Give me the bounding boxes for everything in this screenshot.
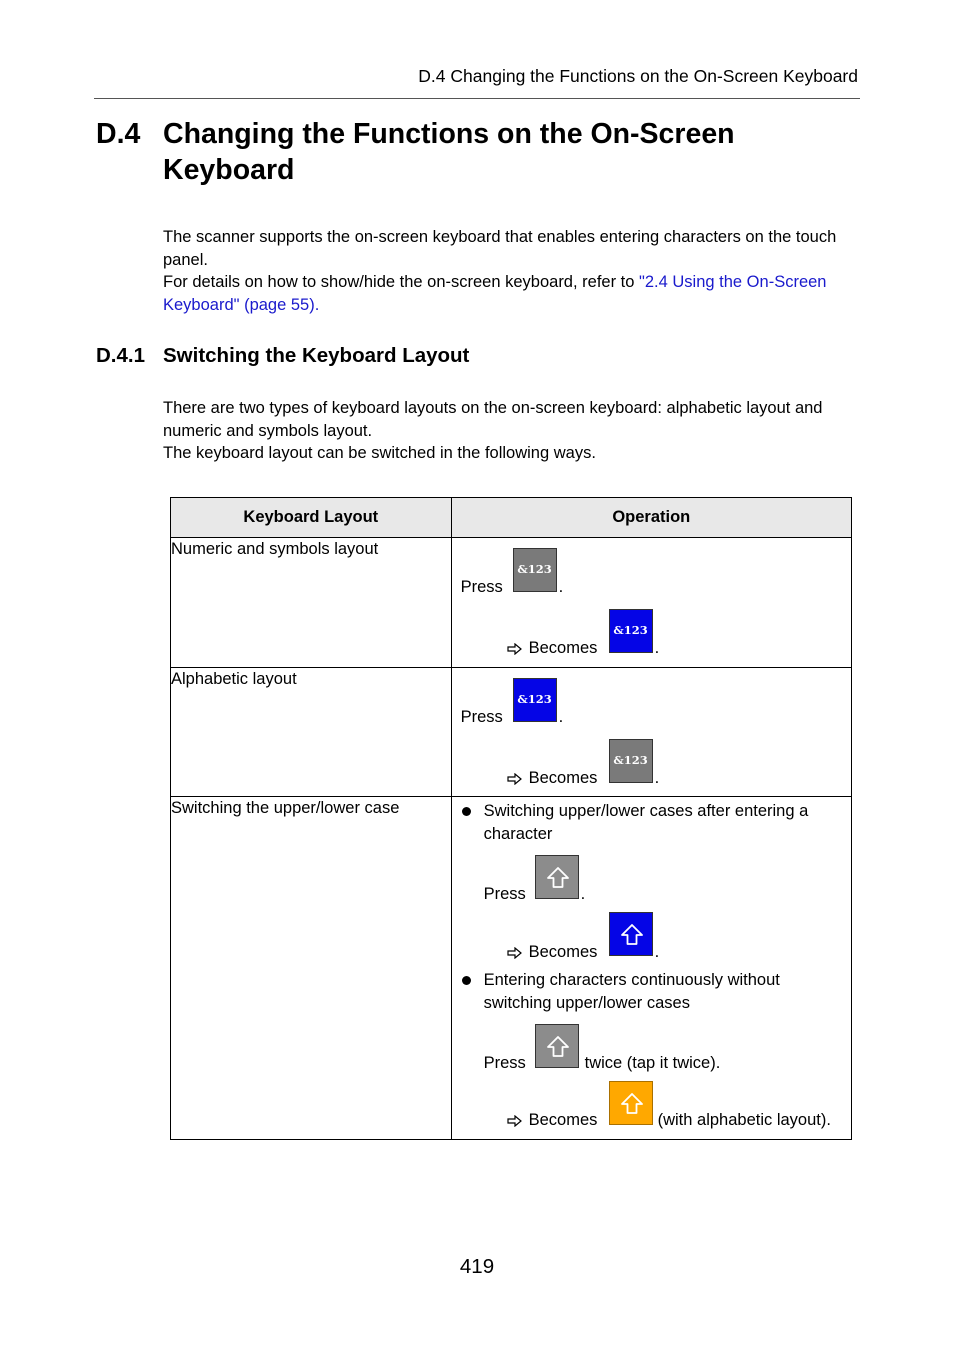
becomes-text: Becomes xyxy=(528,1111,598,1129)
numeric-key-blue xyxy=(609,609,653,653)
shift-arrow-icon xyxy=(545,865,571,891)
sub-intro-paragraph xyxy=(163,397,853,465)
press-line xyxy=(484,1053,526,1073)
period: . xyxy=(654,943,660,961)
press-line xyxy=(461,707,503,727)
row-layout-label: Alphabetic layout xyxy=(171,668,452,797)
shift-key-orange xyxy=(609,1081,653,1125)
arrow-right-icon xyxy=(507,643,523,655)
becomes-text: Becomes xyxy=(528,943,598,961)
table-row xyxy=(171,797,852,1140)
numeric-key-gray xyxy=(513,548,557,592)
becomes-line xyxy=(507,638,598,658)
period: . xyxy=(558,708,564,726)
shift-key-gray xyxy=(535,1024,579,1068)
bullet xyxy=(462,976,471,985)
subsection-title: Switching the Keyboard Layout xyxy=(163,344,470,367)
intro-paragraph xyxy=(163,226,853,316)
bullet-2-text: Entering characters continuously without switching upper/lower cases xyxy=(483,971,780,1012)
row-operation xyxy=(451,668,851,797)
arrow-right-icon xyxy=(507,773,523,785)
shift-arrow-icon xyxy=(619,1091,645,1117)
section-title: Changing the Functions on the On-Screen Keyboard xyxy=(163,118,735,186)
intro-line-2 xyxy=(163,271,853,316)
becomes-text: Becomes xyxy=(528,639,598,657)
period: . xyxy=(654,769,660,787)
intro-line-1: The scanner supports the on-screen keyboard that enables entering characters on the touch panel. xyxy=(163,228,837,269)
press-line xyxy=(461,577,503,597)
press-text: Press xyxy=(483,885,526,903)
row-operation xyxy=(451,797,851,1140)
twice-text: twice (tap it twice). xyxy=(584,1054,721,1072)
sub-intro-line-2: The keyboard layout can be switched in the following ways. xyxy=(163,444,596,462)
press-text: Press xyxy=(483,1054,526,1072)
header-rule xyxy=(94,98,860,99)
table-row xyxy=(171,668,852,797)
becomes-line xyxy=(507,1110,598,1130)
keyboard-layout-table xyxy=(170,497,852,1140)
table-row xyxy=(171,538,852,668)
shift-arrow-icon xyxy=(619,922,645,948)
sub-intro-line-1: There are two types of keyboard layouts on the on-screen keyboard: alphabetic layout and numeric and symbols layout. xyxy=(163,399,823,440)
key-label: &123 xyxy=(517,692,552,706)
becomes-line xyxy=(507,942,598,962)
shift-arrow-icon xyxy=(545,1034,571,1060)
running-header: D.4 Changing the Functions on the On-Screen Keyboard xyxy=(418,66,858,86)
table-header-row xyxy=(171,498,852,538)
bullet xyxy=(462,807,471,816)
period: . xyxy=(580,885,586,903)
intro-line-2-prefix: For details on how to show/hide the on-screen keyboard, refer to xyxy=(163,273,640,291)
page-number: 419 xyxy=(459,1255,495,1278)
arrow-right-icon xyxy=(507,1115,523,1127)
arrow-right-icon xyxy=(507,947,523,959)
row-operation xyxy=(451,538,851,668)
press-text: Press xyxy=(460,708,503,726)
period: . xyxy=(654,639,660,657)
shift-key-gray xyxy=(535,855,579,899)
becomes-line xyxy=(507,768,598,788)
intro-line-2-suffix: . xyxy=(314,295,320,314)
numeric-key-gray xyxy=(609,739,653,783)
press-line xyxy=(484,884,526,904)
header-keyboard-layout: Keyboard Layout xyxy=(171,498,452,538)
row-layout-label: Numeric and symbols layout xyxy=(171,538,452,668)
becomes-text: Becomes xyxy=(528,769,598,787)
bullet-1-text: Switching upper/lower cases after entering a character xyxy=(483,802,809,843)
subsection-number: D.4.1 xyxy=(96,344,145,367)
on-screen-keyboard-link[interactable]: "2.4 Using the On-Screen Keyboard" (page 55) xyxy=(163,273,827,314)
shift-key-blue xyxy=(609,912,653,956)
key-label: &123 xyxy=(613,753,648,767)
with-alphabetic-text: (with alphabetic layout). xyxy=(657,1111,831,1129)
key-label: &123 xyxy=(613,623,648,637)
press-text: Press xyxy=(460,578,503,596)
period: . xyxy=(558,578,564,596)
row-layout-label: Switching the upper/lower case xyxy=(171,797,452,1140)
section-number: D.4 xyxy=(96,118,141,150)
header-operation: Operation xyxy=(451,498,851,538)
numeric-key-blue xyxy=(513,678,557,722)
key-label: &123 xyxy=(517,562,552,576)
